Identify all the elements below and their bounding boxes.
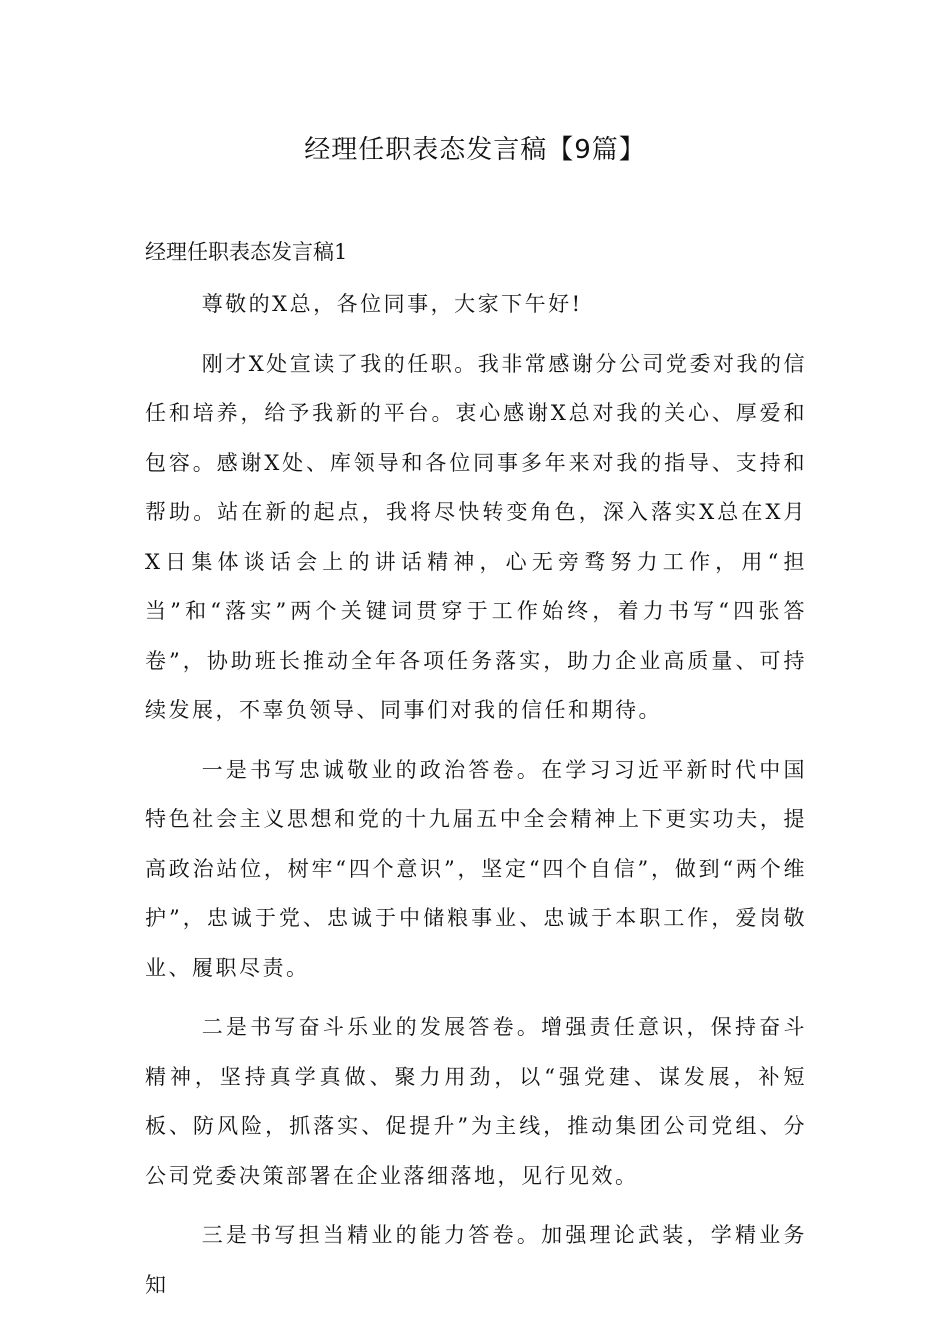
document-body [145, 280, 807, 1320]
paragraph-political: 一是书写忠诚敬业的政治答卷。在学习习近平新时代中国特色社会主义思想和党的十九届五中全会精神上下更实功夫，提高政治站位，树牢“四个意识”，坚定“四个自信”，做到“两个维护”，忠诚于党、忠诚于中储粮事业、忠诚于本职工作，爱岗敬业、履职尽责。 [145, 757, 807, 980]
paragraph-intro: 刚才X处宣读了我的任职。我非常感谢分公司党委对我的信任和培养，给予我新的平台。衷心感谢X总对我的关心、厚爱和包容。感谢X处、库领导和各位同事多年来对我的指导、支持和帮助。站在新的起点，我将尽快转变角色，深入落实X总在X月X日集体谈话会上的讲话精神，心无旁骛努力工作，用“担当”和“落实”两个关键词贯穿于工作始终，着力书写“四张答卷”，协助班长推动全年各项任务落实，助力企业高质量、可持续发展，不辜负领导、同事们对我的信任和期待。 [145, 351, 807, 722]
paragraph-development: 二是书写奋斗乐业的发展答卷。增强责任意识，保持奋斗精神，坚持真学真做、聚力用劲，以“强党建、谋发展，补短板、防风险，抓落实、促提升”为主线，推动集团公司党组、分公司党委决策部署在企业落细落地，见行见效。 [145, 1015, 807, 1188]
section-heading: 经理任职表态发言稿1 [145, 240, 348, 264]
document-title: 经理任职表态发言稿【9篇】 [304, 135, 646, 165]
paragraph-ability: 三是书写担当精业的能力答卷。加强理论武装，学精业务知 [145, 1223, 807, 1297]
paragraph-greeting: 尊敬的X总，各位同事，大家下午好! [201, 292, 583, 316]
